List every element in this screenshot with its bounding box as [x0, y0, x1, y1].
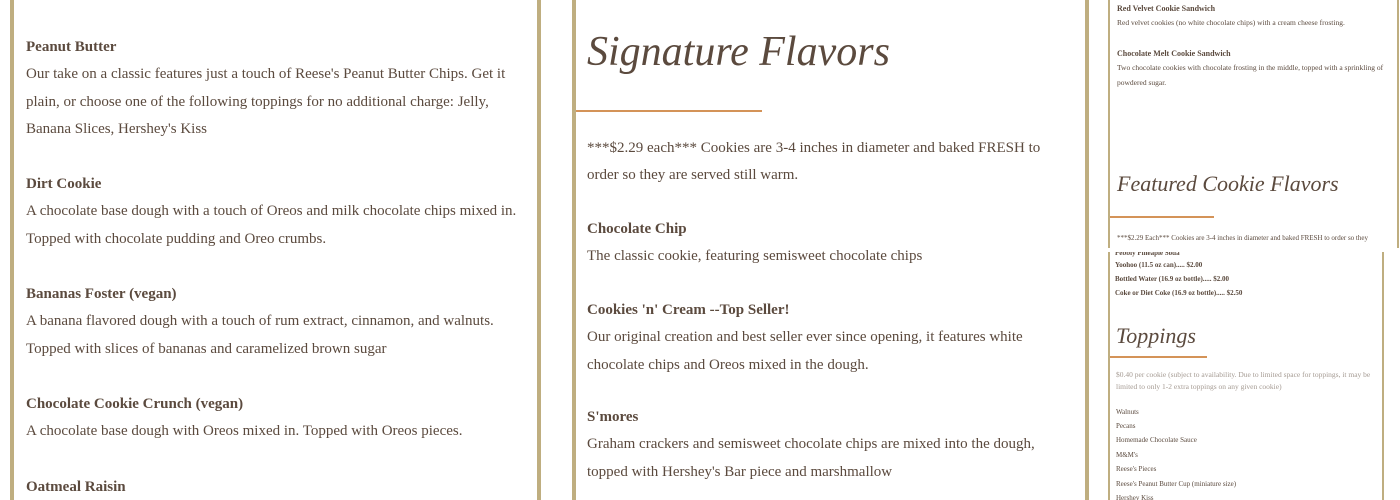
menu-panel-left — [10, 0, 541, 500]
sandwich-name: Red Velvet Cookie Sandwich — [1117, 4, 1216, 13]
menu-item — [26, 284, 531, 363]
menu-item-name: Peanut Butter — [26, 39, 117, 55]
drink-item: Yoohoo (11.5 oz can)..... $2.00 — [1115, 261, 1203, 269]
topping-item: Hershey Kiss — [1116, 494, 1154, 500]
drinks-toppings-fragment — [1108, 252, 1384, 500]
menu-item-description: Graham crackers and semisweet chocolate chips are mixed into the dough, topped with Hershey's Bar piece and marshmallow — [587, 436, 1035, 480]
featured-flavors-fragment — [1108, 0, 1399, 248]
title-underline — [576, 110, 762, 112]
menu-item-description: A chocolate base dough with Oreos mixed in. Topped with Oreos pieces. — [26, 423, 463, 439]
drink-item: Coke or Diet Coke (16.9 oz bottle)..... $2.50 — [1115, 289, 1243, 297]
menu-item-name: Cookies 'n' Cream --Top Seller! — [587, 302, 790, 318]
title-underline — [1110, 216, 1214, 218]
drink-item: Bottled Water (16.9 oz bottle)..... $2.00 — [1115, 275, 1230, 283]
menu-item — [26, 174, 531, 253]
topping-item: Reese's Peanut Butter Cup (miniature size) — [1116, 480, 1237, 488]
menu-item-description: The classic cookie, featuring semisweet chocolate chips — [587, 248, 923, 264]
menu-item — [587, 407, 1072, 486]
menu-item — [26, 394, 531, 446]
sandwich-description: Red velvet cookies (no white chocolate chips) with a cream cheese frosting. — [1117, 18, 1345, 27]
sandwich-name: Chocolate Melt Cookie Sandwich — [1117, 49, 1231, 58]
menu-item — [26, 477, 531, 497]
menu-item-name: Chocolate Cookie Crunch (vegan) — [26, 396, 244, 412]
toppings-note: $0.40 per cookie (subject to availability. Due to limited space for toppings, it may be limited to only 1-2 extra toppings on any given cookie) — [1116, 370, 1371, 391]
menu-panel-right — [1108, 0, 1399, 500]
topping-item: Walnuts — [1116, 408, 1139, 416]
title-underline — [1110, 356, 1207, 358]
menu-item-name: Bananas Foster (vegan) — [26, 286, 177, 302]
menu-item-name: S'mores — [587, 409, 639, 425]
menu-item-description: A banana flavored dough with a touch of rum extract, cinnamon, and walnuts. Topped with slices of bananas and caramelized brown sugar — [26, 313, 494, 357]
menu-item-name: Chocolate Chip — [587, 221, 687, 237]
section-title: Toppings — [1116, 323, 1196, 348]
topping-item: Homemade Chocolate Sauce — [1116, 436, 1197, 444]
topping-item: Pecans — [1116, 422, 1136, 430]
section-title: Featured Cookie Flavors — [1117, 171, 1339, 196]
menu-item-description: Our take on a classic features just a touch of Reese's Peanut Butter Chips. Get it plain, or choose one of the following toppings for no additional charge: Jelly, Banana Slices, Hershey's Kiss — [26, 66, 506, 137]
sandwich-description: Two chocolate cookies with chocolate frosting in the middle, topped with a sprinkling of powdered sugar. — [1117, 63, 1384, 87]
topping-item: Reese's Pieces — [1116, 465, 1157, 473]
menu-item — [587, 300, 1072, 379]
section-title: Signature Flavors — [587, 29, 890, 75]
menu-item-name: Dirt Cookie — [26, 176, 102, 192]
section-intro: ***$2.29 each*** Cookies are 3-4 inches in diameter and baked FRESH to order so they are served still warm. — [587, 140, 1041, 183]
menu-item-description: A chocolate base dough with a touch of Oreos and milk chocolate chips mixed in. Topped with chocolate pudding and Oreo crumbs. — [26, 203, 517, 247]
menu-item-description: Our original creation and best seller ever since opening, it features white chocolate chips and Oreos mixed in the dough. — [587, 329, 1023, 373]
menu-item-name: Oatmeal Raisin — [26, 479, 126, 495]
section-intro: ***$2.29 Each*** Cookies are 3-4 inches in diameter and baked FRESH to order so they — [1117, 234, 1368, 242]
signature-flavors-panel — [572, 0, 1089, 500]
menu-item — [26, 37, 531, 144]
drink-item-cut: Pebbly Pineaple Soda — [1115, 252, 1180, 257]
menu-item — [587, 219, 1072, 271]
topping-item: M&M's — [1116, 451, 1138, 459]
